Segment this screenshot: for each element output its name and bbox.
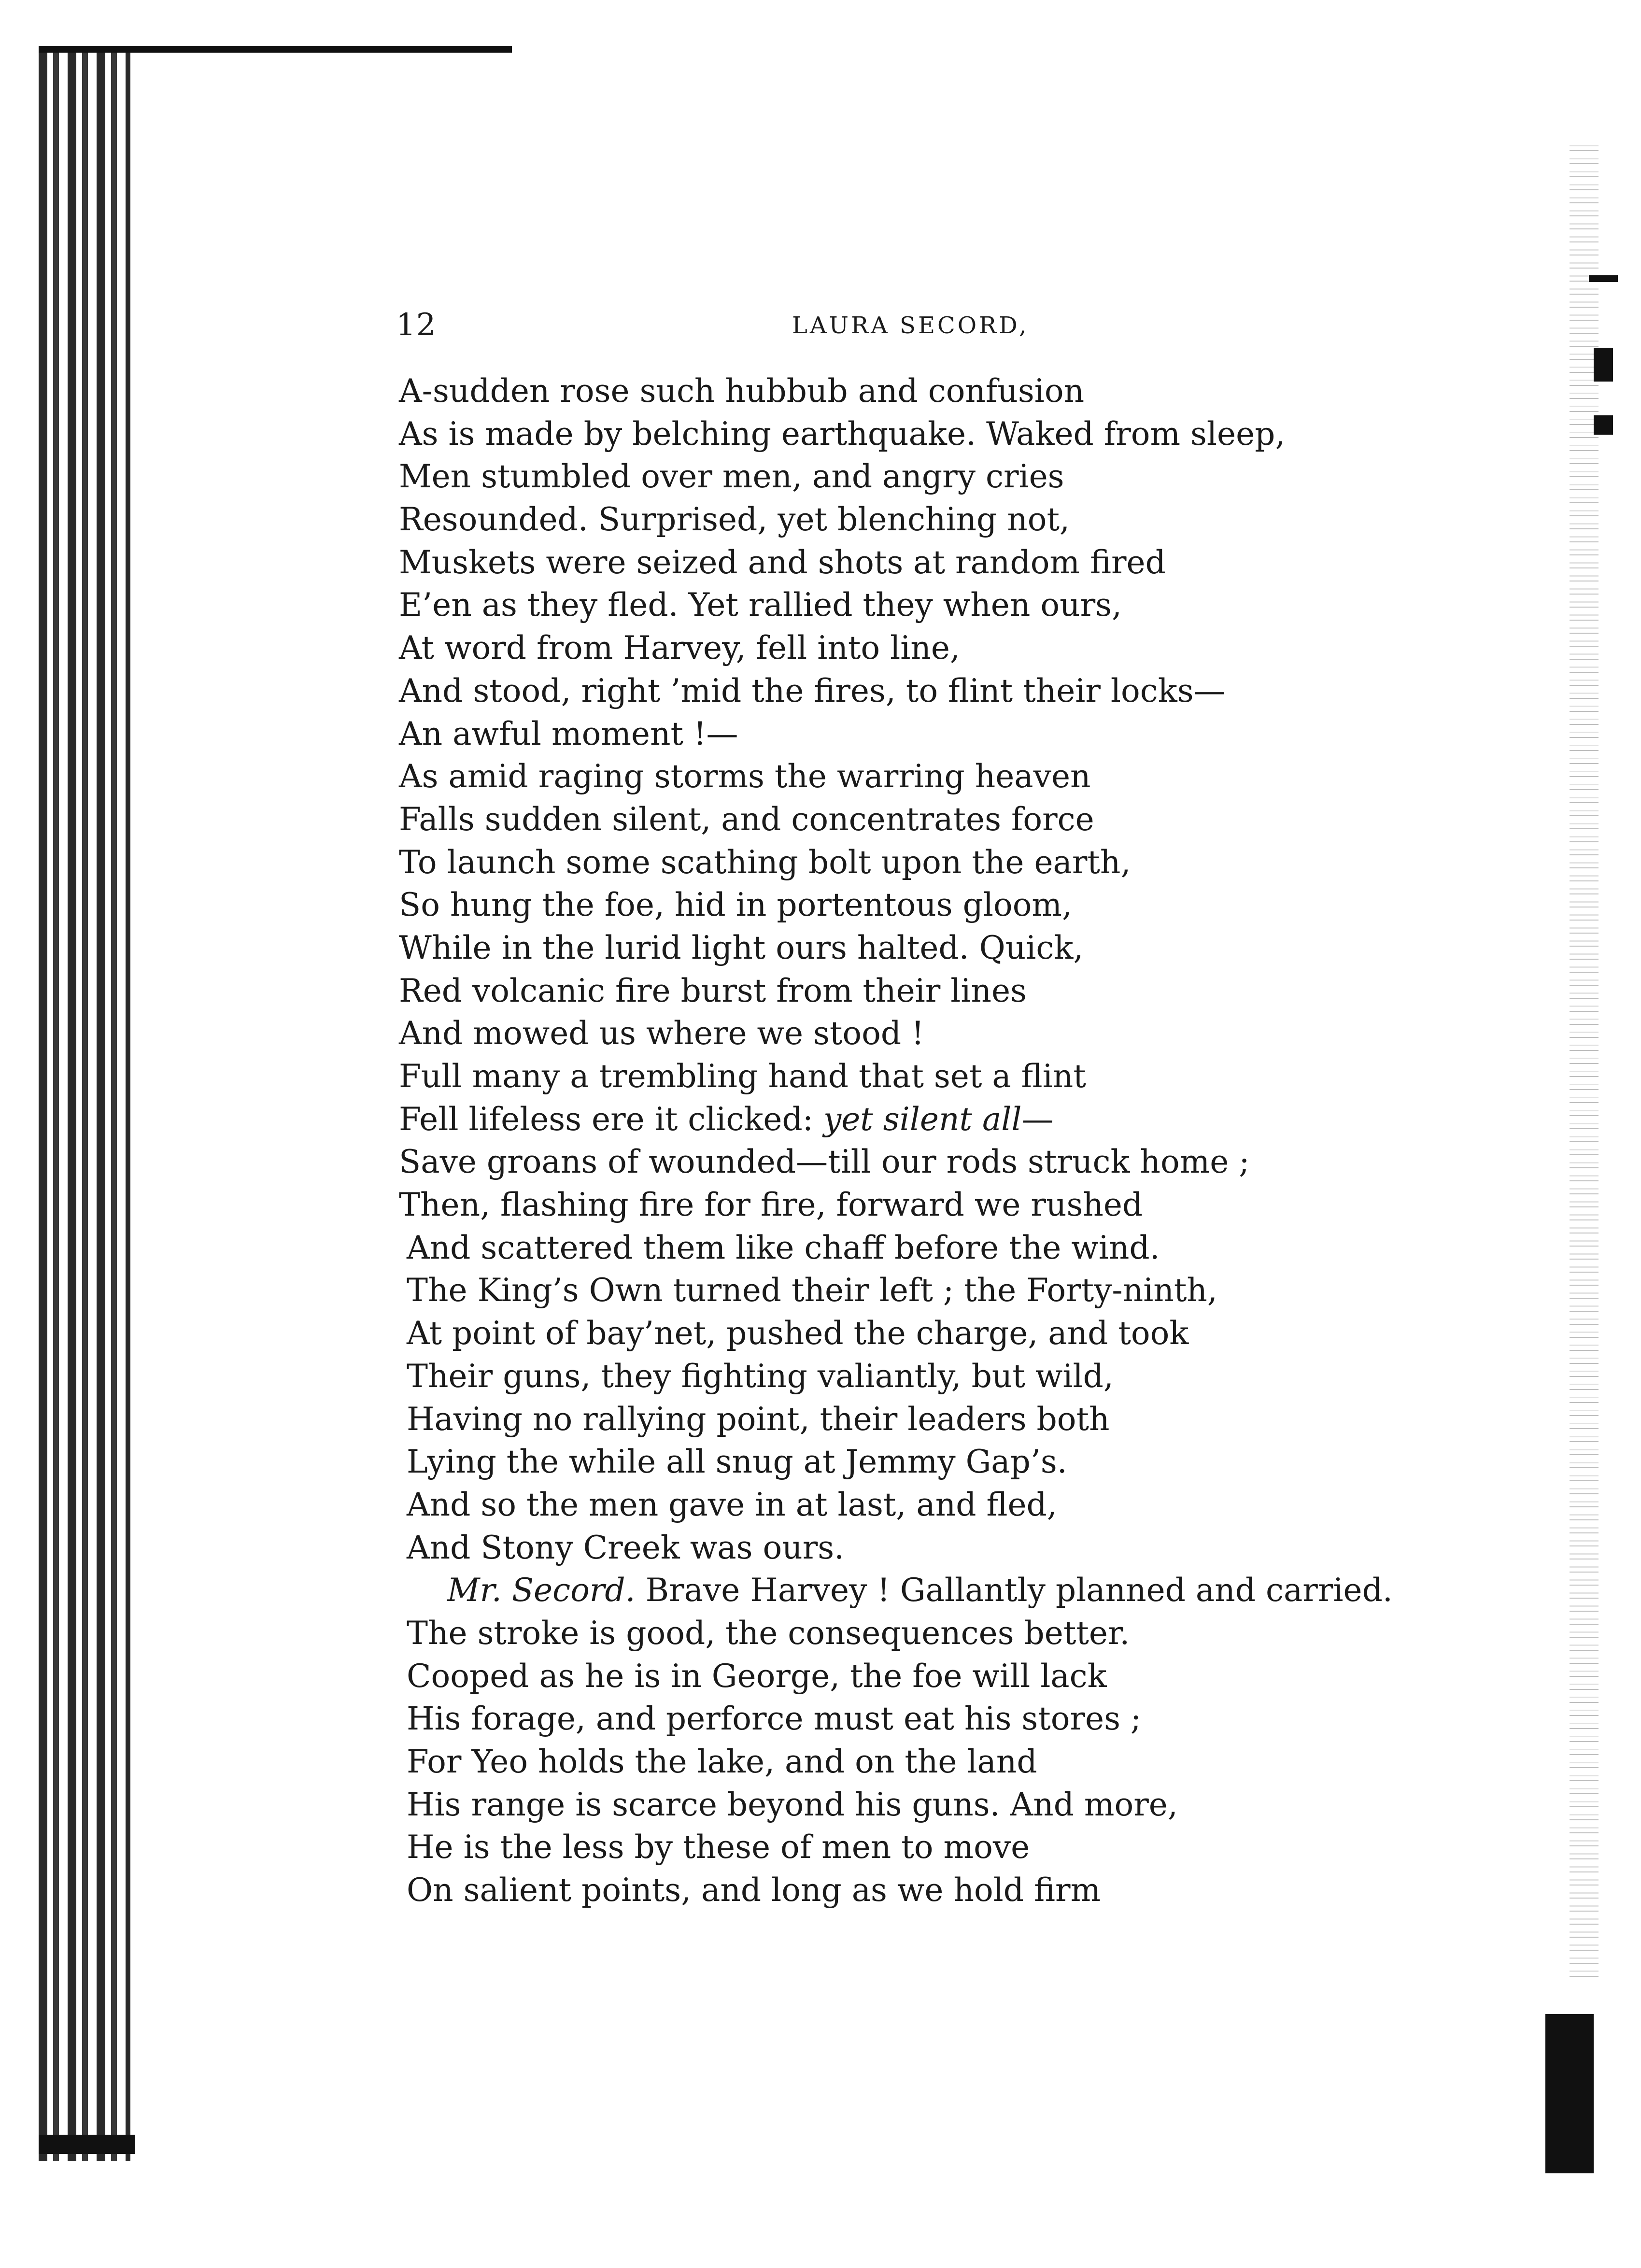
verse-line: Mr. Secord. Brave Harvey ! Gallantly planned and carried. — [447, 1572, 1393, 1609]
verse-line: E’en as they fled. Yet rallied they when ours, — [399, 586, 1122, 624]
verse-line: At point of bay’net, pushed the charge, and took — [407, 1315, 1189, 1352]
verse-line: He is the less by these of men to move — [407, 1829, 1030, 1866]
verse-line: So hung the foe, hid in portentous gloom, — [399, 886, 1072, 924]
verse-line: Men stumbled over men, and angry cries — [399, 458, 1064, 496]
right-edge-mark — [1594, 348, 1613, 382]
verse-line: Their guns, they fighting valiantly, but wild, — [407, 1357, 1114, 1395]
verse-line: A-sudden rose such hubbub and confusion — [399, 372, 1085, 410]
verse-line: The King’s Own turned their left ; the Forty-ninth, — [407, 1272, 1217, 1309]
verse-line: While in the lurid light ours halted. Quick, — [399, 929, 1084, 966]
running-head — [396, 307, 1217, 346]
verse-line: Red volcanic fire burst from their lines — [399, 972, 1027, 1009]
verse-line: And mowed us where we stood ! — [399, 1015, 924, 1052]
verse-line: Then, flashing fire for fire, forward we rushed — [399, 1186, 1143, 1224]
verse-line: Save groans of wounded—till our rods struck home ; — [399, 1143, 1250, 1181]
verse-line: And stood, right ’mid the fires, to flint their locks— — [399, 672, 1226, 709]
verse-line: As is made by belching earthquake. Waked from sleep, — [399, 415, 1286, 453]
verse-line: Full many a trembling hand that set a flint — [399, 1058, 1086, 1095]
verse-line: His range is scarce beyond his guns. And more, — [407, 1786, 1178, 1823]
verse-line: Cooped as he is in George, the foe will lack — [407, 1657, 1107, 1695]
verse-line: The stroke is good, the consequences better. — [407, 1614, 1130, 1652]
binding-edge-bottom-mark — [39, 2135, 135, 2154]
verse-line: And so the men gave in at last, and fled, — [407, 1486, 1057, 1523]
verse-line: To launch some scathing bolt upon the earth, — [399, 843, 1131, 881]
right-edge-mark — [1594, 415, 1613, 435]
verse-line: At word from Harvey, fell into line, — [399, 629, 960, 667]
verse-line: His forage, and perforce must eat his stores ; — [407, 1700, 1142, 1738]
running-title: LAURA SECORD, — [792, 312, 1029, 339]
binding-edge-shadow — [39, 46, 130, 2161]
verse-line: As amid raging storms the warring heaven — [399, 758, 1091, 795]
page-number: 12 — [396, 307, 437, 343]
italic-phrase: yet silent all— — [823, 1100, 1054, 1138]
verse-line: On salient points, and long as we hold firm — [407, 1871, 1101, 1909]
verse-line: An awful moment !— — [399, 715, 738, 752]
right-edge-block — [1545, 2014, 1594, 2173]
verse-line: Falls sudden silent, and concentrates force — [399, 800, 1094, 838]
verse-line: Having no rallying point, their leaders both — [407, 1400, 1110, 1438]
right-edge-mark — [1589, 275, 1618, 282]
verse-line: And Stony Creek was ours. — [407, 1529, 845, 1566]
verse-block — [399, 370, 1510, 1912]
verse-line: And scattered them like chaff before the wind. — [407, 1229, 1160, 1266]
verse-line: Muskets were seized and shots at random fired — [399, 543, 1166, 581]
verse-line: For Yeo holds the lake, and on the land — [407, 1743, 1037, 1780]
speaker-name: Mr. Secord. — [447, 1572, 636, 1609]
verse-line: Lying the while all snug at Jemmy Gap’s. — [407, 1443, 1067, 1481]
verse-line: Resounded. Surprised, yet blenching not, — [399, 501, 1070, 539]
binding-edge-top-rule — [39, 46, 512, 53]
verse-line: Fell lifeless ere it clicked: yet silent all— — [399, 1100, 1054, 1138]
